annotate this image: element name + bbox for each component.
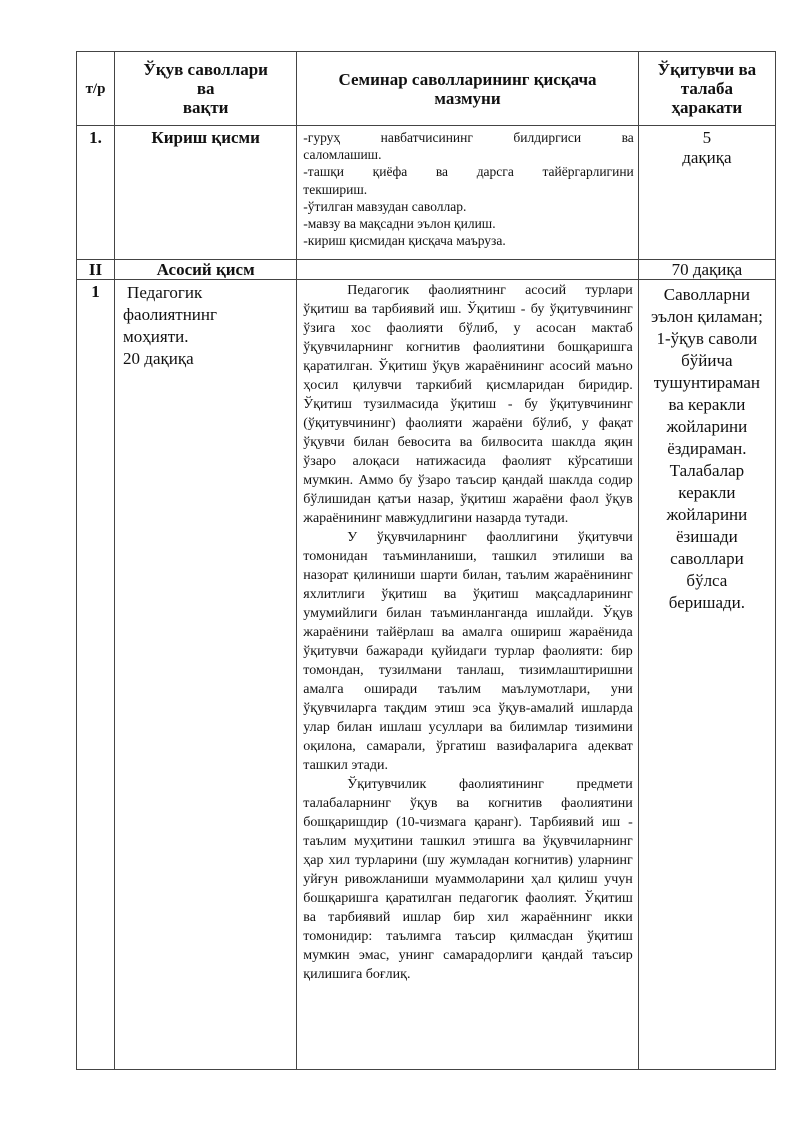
- row-time: 5 дақиқа: [638, 126, 775, 260]
- paragraph: У ўқувчиларнинг фаоллигини ўқитувчи томонидан таъминланиши, ташкил этилиши ва назорат қилиниши шарти билан, таълим жараёнининг яхлитлиги ўқитиш ва ўқитиш мақсадларининг умумийлиги билан таъминланганда ишлайди. Ўқув жараёнини тайёрлаш ва амалга ошириш жараёнида ўқитувчи бажаради қуйидаги турлар фаолияти: бир томондан, тузилмани танлаш, тизимлаштиришни амалга оширади таълим маълумотлари, уни ўқувчиларга тақдим этиш эса ўқув-амалий ишларда улар билан ишлаш усуллари ва билимлар тизимини оқилона, самарали, ўргатиш вазифаларига адекват ташкил этади.: [303, 530, 633, 773]
- row-title: Кириш қисми: [115, 126, 297, 260]
- table-row-intro: [77, 126, 776, 260]
- row-number: II: [77, 260, 115, 280]
- row-number: 1: [77, 280, 115, 1070]
- header-number: т/р: [77, 52, 115, 126]
- table-row-item-1: [77, 280, 776, 1070]
- row-time: 70 дақиқа: [638, 260, 775, 280]
- paragraph: Педагогик фаолиятнинг асосий турлари ўқитиш ва тарбиявий иш. Ўқитиш - бу ўқитувчининг ўзига хос фаолияти бўлиб, у асосан мактаб ўқувчиларнинг когнитив фаолиятини бошқаришга қаратилган. Ўқитиш ўқув жараёнининг асосий маъно ҳосил қилувчи таркибий қисмларидан биридир. Ўқитиш тузилмасида ўқитиш - бу ўқитувчининг (ўқитувчининг) фаолияти жараёни бўлиб, у фақат ўқувчи билан бевосита ва билвосита шаклда яқин ўзаро алоқаси натижасида фаолият кўрсатиши мумкин. Аммо бу ўзаро таъсир қандай шаклда содир бўлишидан қатъи назар, ўқитиш жараёни фаол ўқув жараёнининг мавжудлигини назарда тутади.: [303, 283, 633, 526]
- row-teacher-actions: Саволларни эълон қиламан; 1-ўқув саволи бўйича тушунтираман ва керакли жойларини ёздираман. Талабалар керакли жойларини ёзишади саволлари бўлса беришади.: [638, 280, 775, 1070]
- header-actions: Ўқитувчи ва талаба ҳаракати: [638, 52, 775, 126]
- seminar-plan-table: [76, 51, 776, 1070]
- intro-content: -гуруҳ навбатчисининг билдиргиси ва саломлашиш. -ташқи қиёфа ва дарсга тайёргарлигини текшириш. -ўтилган мавзудан саволлар. -мавзу ва мақсадни эълон қилиш. -кириш қисмидан қисқача маъруза.: [297, 126, 638, 260]
- row-title: Асосий қисм: [115, 260, 297, 280]
- row-content: [297, 280, 638, 1070]
- paragraph: Ўқитувчилик фаолиятининг предмети талабаларнинг ўқув ва когнитив фаолиятини бошқаришдир (10-чизмага қаранг). Тарбиявий иш - таълим муҳитини ташкил этишга ва ўқувчиларнинг ҳар хил турларини (шу жумладан когнитив) уларнинг уйғун ривожланиши муаммоларини ҳал қилиш учун бошқаришга қаратилган педагогик фаолият. Ўқитиш ва тарбиявий ишлар бир хил жараённинг икки томонидир: таълимга таъсир қилмасдан ўқитиш мумкин эмас, унинг самарадорлиги қандай таъсир қилишига боғлиқ.: [303, 777, 633, 982]
- row-content-empty: [297, 260, 638, 280]
- row-number: 1.: [77, 126, 115, 260]
- table-row-main: [77, 260, 776, 280]
- row-topic: Педагогик фаолиятнинг моҳияти. 20 дақиқа: [115, 280, 297, 1070]
- table-header-row: [77, 52, 776, 126]
- header-topic: Ўқув саволлари ва вақти: [115, 52, 297, 126]
- header-content: Семинар саволларининг қисқача мазмуни: [297, 52, 638, 126]
